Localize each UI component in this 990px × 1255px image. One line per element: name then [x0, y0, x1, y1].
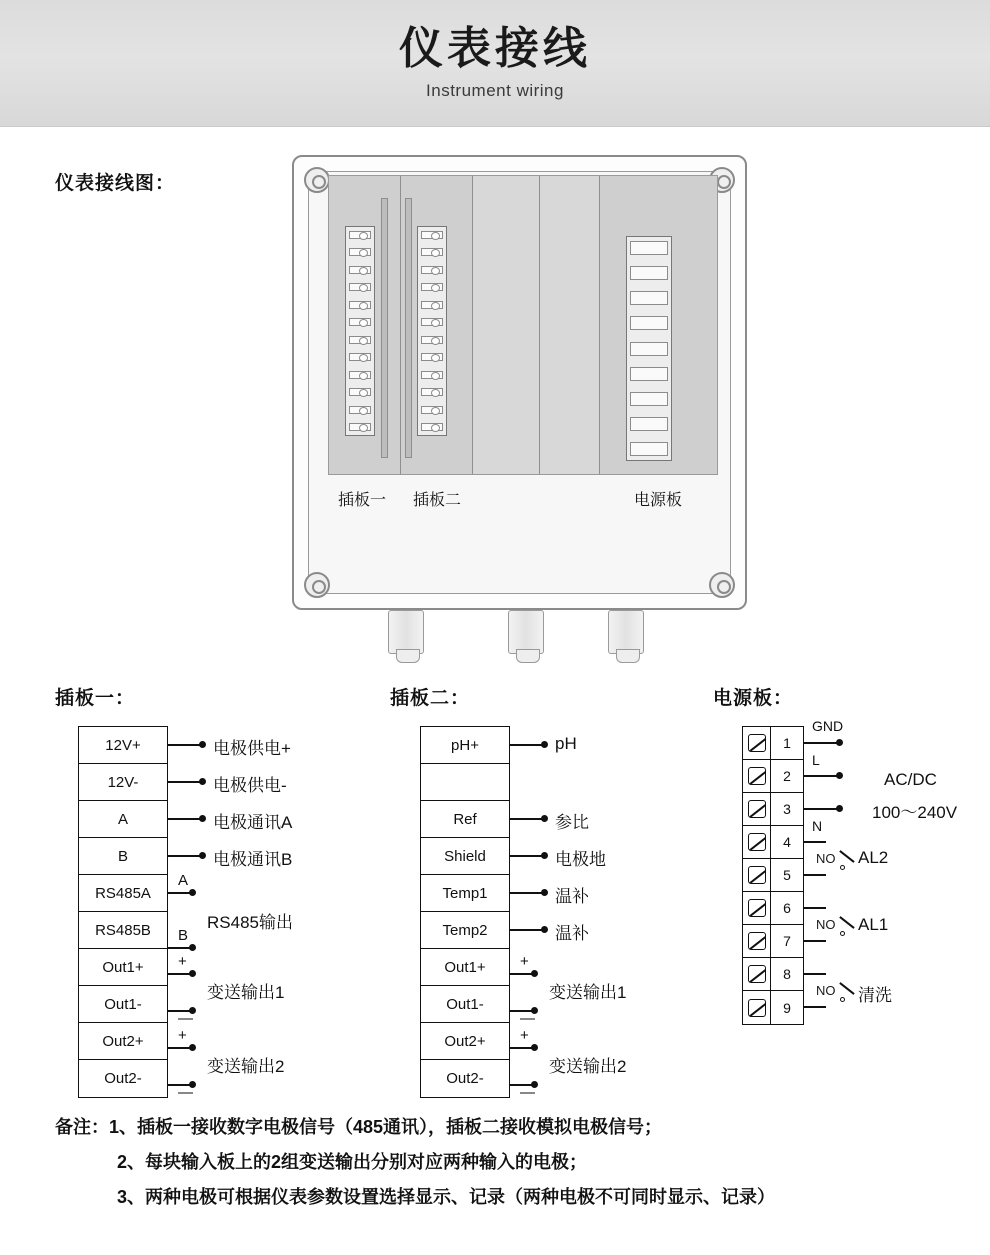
- wire-node: [189, 1044, 196, 1051]
- power-terminal-row: [743, 892, 803, 925]
- terminal-row: Out1+: [79, 949, 167, 986]
- screw-terminal-icon: [743, 760, 771, 792]
- terminal-row: Out2-: [446, 1070, 484, 1087]
- board1-symbol-plus1: +: [178, 953, 187, 970]
- board1-annotation: RS485输出: [207, 913, 293, 932]
- relay-no-label: NO: [816, 917, 836, 932]
- screw-terminal-icon: [743, 991, 771, 1024]
- slot-divider-bar: [381, 198, 388, 458]
- wire: [168, 818, 202, 820]
- power-terminal-strip-graphic: [626, 236, 672, 461]
- terminal-row: Out1-: [79, 986, 167, 1023]
- terminal-row: Ref: [421, 801, 509, 838]
- power-terminal-row: [743, 925, 803, 958]
- wire-node: [836, 805, 843, 812]
- terminal-number: 2: [783, 768, 791, 784]
- board1-annotation: 电极通讯B: [213, 850, 293, 869]
- board2-annotation: 参比: [555, 813, 589, 832]
- wire-node: [189, 944, 196, 951]
- board1-annotation: 电极供电+: [213, 739, 291, 758]
- board2-annotation: 温补: [555, 887, 589, 906]
- power-supply-line2: 100～240V: [872, 803, 958, 822]
- notes-section: [55, 1110, 955, 1215]
- board-slot-1: [329, 176, 401, 474]
- power-terminal-block: [742, 726, 804, 1025]
- board-slot-2: [401, 176, 473, 474]
- page-title: 仪表接线: [399, 23, 591, 73]
- wire-node: [531, 1044, 538, 1051]
- board1-annotation: 电极供电-: [213, 776, 287, 795]
- screw-terminal-icon: [743, 727, 771, 759]
- terminal-row: Temp1: [421, 875, 509, 912]
- relay-no-label: NO: [816, 851, 836, 866]
- wire-node: [541, 741, 548, 748]
- terminal-row: Out1-: [421, 986, 509, 1023]
- terminal-row: 12V+: [79, 727, 167, 764]
- power-label-al1: AL1: [858, 915, 889, 934]
- wire-node: [199, 778, 206, 785]
- relay-no-symbol-al1: [816, 912, 850, 938]
- wire: [804, 940, 826, 942]
- notes-line-2: 2、每块输入板上的2组变送输出分别对应两种输入的电极；: [117, 1152, 588, 1173]
- board2-symbol-plus2: +: [520, 1027, 529, 1044]
- screw-icon: [709, 572, 735, 598]
- terminal-number: 5: [783, 867, 791, 883]
- terminal-row: Out2-: [104, 1070, 142, 1087]
- terminal-row: 12V-: [79, 764, 167, 801]
- terminal-row-empty: [421, 764, 509, 801]
- wire: [804, 775, 840, 777]
- board1-symbol-a: A: [178, 872, 189, 889]
- board-slot-power: [600, 176, 717, 474]
- board1-heading: 插板一：: [55, 688, 136, 709]
- terminal-row: Out2+: [421, 1023, 509, 1060]
- board1-symbol-plus2: +: [178, 1027, 187, 1044]
- terminal-row: RS485A: [79, 875, 167, 912]
- board2-annotation: 变送输出2: [549, 1057, 627, 1076]
- wire: [168, 855, 202, 857]
- terminal-row: Out1+: [421, 949, 509, 986]
- wire: [168, 781, 202, 783]
- slot-caption-power: 电源板: [634, 492, 683, 509]
- power-supply-line1: AC/DC: [884, 770, 937, 789]
- wire: [510, 818, 544, 820]
- board1-annotation: 变送输出2: [207, 1057, 285, 1076]
- wire-node: [531, 970, 538, 977]
- screw-icon: [304, 572, 330, 598]
- board1-symbol-b: B: [178, 927, 189, 944]
- power-label-n: N: [812, 818, 823, 834]
- cable-gland-icon: [608, 610, 644, 654]
- power-terminal-row: [743, 760, 803, 793]
- terminal-row: Temp2: [421, 912, 509, 949]
- wire-node: [541, 852, 548, 859]
- board-slot-3: [473, 176, 541, 474]
- wire-node: [199, 741, 206, 748]
- board-slot-4: [540, 176, 600, 474]
- terminal-row: A: [79, 801, 167, 838]
- terminal-number: 4: [783, 834, 791, 850]
- power-terminal-row: [743, 826, 803, 859]
- wire: [804, 808, 840, 810]
- wire: [168, 744, 202, 746]
- board2-annotation: 温补: [555, 924, 589, 943]
- power-terminal-row: [743, 793, 803, 826]
- cable-gland-icon: [508, 610, 544, 654]
- terminal-number: 9: [783, 999, 791, 1016]
- relay-no-symbol-al2: [816, 846, 850, 872]
- power-terminal-row: [743, 859, 803, 892]
- board2-annotation: pH: [555, 734, 577, 753]
- wire-node: [199, 852, 206, 859]
- screw-icon: [304, 167, 330, 193]
- wire-node: [836, 739, 843, 746]
- wire: [804, 874, 826, 876]
- board2-symbol-minus1: —: [520, 1010, 535, 1027]
- terminal-number: 8: [783, 966, 791, 982]
- notes-line-3: 3、两种电极可根据仪表参数设置选择显示、记录（两种电极不可同时显示、记录）: [117, 1187, 776, 1208]
- screw-terminal-icon: [743, 925, 771, 957]
- screw-terminal-icon: [743, 793, 771, 825]
- wire: [510, 929, 544, 931]
- board-area: [328, 175, 718, 475]
- terminal-strip-graphic: [345, 226, 375, 436]
- slot-caption-board1: 插板一: [338, 492, 387, 509]
- board2-symbol-minus2: —: [520, 1084, 535, 1101]
- wire: [510, 855, 544, 857]
- screw-terminal-icon: [743, 892, 771, 924]
- board2-symbol-plus1: +: [520, 953, 529, 970]
- screw-terminal-icon: [743, 859, 771, 891]
- terminal-number: 3: [783, 801, 791, 817]
- power-label-clean: 清洗: [858, 986, 892, 1005]
- wire-node: [836, 772, 843, 779]
- power-terminal-row: [743, 958, 803, 991]
- board1-annotation: 电极通讯A: [213, 813, 293, 832]
- screw-terminal-icon: [743, 958, 771, 990]
- wire: [804, 1006, 826, 1008]
- board1-terminal-block: [78, 726, 168, 1098]
- page-subtitle: Instrument wiring: [426, 81, 564, 101]
- board1-symbol-minus2: —: [178, 1084, 193, 1101]
- wire: [510, 744, 544, 746]
- instrument-enclosure-drawing: [292, 155, 747, 610]
- board2-annotation: 变送输出1: [549, 983, 627, 1002]
- terminal-number: 1: [783, 735, 791, 751]
- wire: [804, 841, 826, 843]
- wire-node: [199, 815, 206, 822]
- wire-node: [541, 889, 548, 896]
- terminal-row: pH+: [421, 727, 509, 764]
- screw-terminal-icon: [743, 826, 771, 858]
- terminal-row: B: [79, 838, 167, 875]
- power-terminal-row: [743, 727, 803, 760]
- diagram-heading: 仪表接线图：: [55, 173, 176, 194]
- power-label-gnd: GND: [812, 718, 844, 734]
- board1-annotation: 变送输出1: [207, 983, 285, 1002]
- power-label-al2: AL2: [858, 848, 889, 867]
- relay-no-symbol-clean: [816, 978, 850, 1004]
- board1-symbol-minus1: —: [178, 1010, 193, 1027]
- terminal-row: Out2+: [79, 1023, 167, 1060]
- power-label-l: L: [812, 752, 820, 768]
- notes-head: 备注：: [55, 1117, 109, 1137]
- board2-annotation: 电极地: [555, 850, 606, 869]
- cable-gland-icon: [388, 610, 424, 654]
- power-terminal-row: [743, 991, 803, 1024]
- wire: [804, 742, 840, 744]
- power-board-heading: 电源板：: [713, 688, 794, 709]
- slot-divider-bar: [405, 198, 412, 458]
- notes-text-1: 1、插板一接收数字电极信号（485通讯），插板二接收模拟电极信号；: [109, 1117, 663, 1137]
- notes-line-1: [55, 1110, 955, 1145]
- wire: [804, 907, 826, 909]
- wire: [510, 892, 544, 894]
- page-banner: [0, 0, 990, 127]
- terminal-row: Shield: [421, 838, 509, 875]
- terminal-strip-graphic: [417, 226, 447, 436]
- wire-node: [189, 970, 196, 977]
- board2-heading: 插板二：: [390, 688, 471, 709]
- slot-caption-board2: 插板二: [413, 492, 462, 509]
- terminal-row: RS485B: [79, 912, 167, 949]
- wire: [804, 973, 826, 975]
- wire-node: [541, 926, 548, 933]
- relay-no-label: NO: [816, 983, 836, 998]
- terminal-number: 7: [783, 933, 791, 949]
- board2-terminal-block: [420, 726, 510, 1098]
- terminal-number: 6: [783, 900, 791, 916]
- wire-node: [541, 815, 548, 822]
- wire-node: [189, 889, 196, 896]
